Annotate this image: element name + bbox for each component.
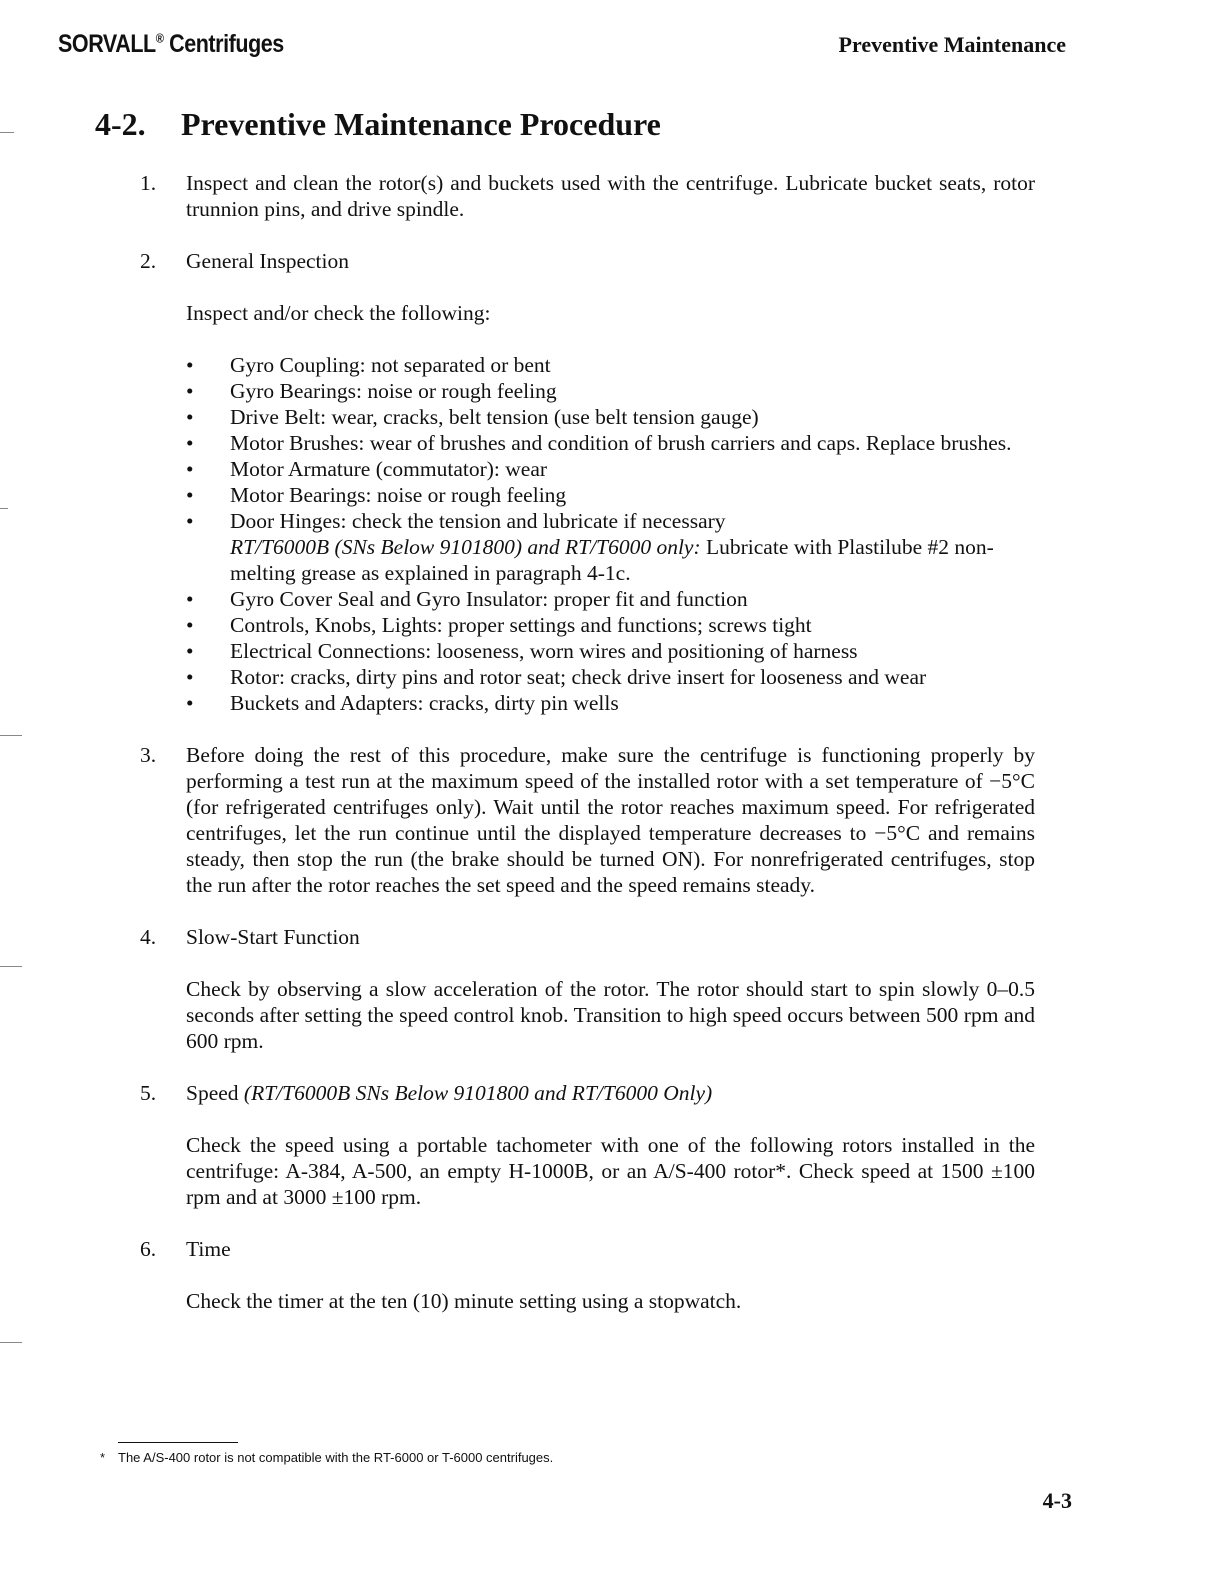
list-item: • Motor Brushes: wear of brushes and condition of brush carriers and caps. Replace brushes. (186, 430, 1035, 456)
step-text: Check by observing a slow acceleration of the rotor. The rotor should start to spin slowly 0–0.5 seconds after setting the speed control knob. Transition to high speed occurs between 500 rpm and 600 rpm. (186, 977, 1035, 1053)
step-1 (140, 170, 1035, 222)
list-item: • Rotor: cracks, dirty pins and rotor seat; check drive insert for looseness and wear (186, 664, 1035, 690)
footnote (100, 1450, 553, 1465)
step-title: General Inspection (186, 249, 349, 273)
list-item: • Motor Bearings: noise or rough feeling (186, 482, 1035, 508)
step-text: Inspect and clean the rotor(s) and buckets used with the centrifuge. Lubricate bucket seats, rotor trunnion pins, and drive spindle. (186, 171, 1035, 221)
list-item: • Gyro Bearings: noise or rough feeling (186, 378, 1035, 404)
procedure-body (140, 170, 1035, 1340)
step-title: Speed (186, 1081, 239, 1105)
margin-mark (0, 132, 14, 133)
list-item: • Gyro Cover Seal and Gyro Insulator: proper fit and function (186, 586, 1035, 612)
list-item-text: Door Hinges: check the tension and lubricate if necessary (230, 509, 726, 533)
inspection-checklist (186, 352, 1035, 716)
margin-mark (0, 1342, 22, 1343)
step-number: 2. (140, 249, 157, 273)
footnote-text: The A/S-400 rotor is not compatible with the RT-6000 or T-6000 centrifuges. (118, 1450, 554, 1465)
step-number: 1. (140, 171, 157, 195)
list-item: • Motor Armature (commutator): wear (186, 456, 1035, 482)
list-item: • Drive Belt: wear, cracks, belt tension (use belt tension gauge) (186, 404, 1035, 430)
brand-name: SORVALL (58, 30, 156, 58)
step-3 (140, 742, 1035, 898)
step-number: 6. (140, 1237, 157, 1261)
section-title: Preventive Maintenance Procedure (181, 106, 661, 142)
section-number: 4-2. (95, 106, 146, 142)
list-item: • Buckets and Adapters: cracks, dirty pin wells (186, 690, 1035, 716)
step-title: Slow-Start Function (186, 925, 360, 949)
margin-mark (0, 966, 22, 967)
footnote-divider (118, 1442, 238, 1443)
note-text: Lubricate with Plastilube #2 non-melting grease as explained in paragraph 4-1c. (230, 535, 994, 585)
step-title-note: (RT/T6000B SNs Below 9101800 and RT/T6000 Only) (238, 1081, 713, 1105)
step-number: 4. (140, 925, 157, 949)
step-number: 5. (140, 1081, 157, 1105)
step-4 (140, 924, 1035, 1054)
margin-mark (0, 508, 8, 509)
list-item: • Controls, Knobs, Lights: proper settings and functions; screws tight (186, 612, 1035, 638)
step-2 (140, 248, 1035, 716)
step-title-line (186, 1080, 1035, 1106)
running-header-section: Preventive Maintenance (838, 32, 1066, 57)
step-text: Check the speed using a portable tachometer with one of the following rotors installed in the centrifuge: A-384, A-500, an empty H-1000B, or an A/S-400 rotor*. Check speed at 1500 ±100 rpm and at 3000 ±100 rpm. (186, 1133, 1035, 1209)
registered-mark: ® (155, 30, 164, 46)
running-header-brand (58, 30, 284, 59)
step-intro: Inspect and/or check the following: (186, 301, 491, 325)
brand-suffix: Centrifuges (163, 30, 284, 58)
step-number: 3. (140, 743, 157, 767)
step-title: Time (186, 1237, 231, 1261)
list-item: • Gyro Coupling: not separated or bent (186, 352, 1035, 378)
door-hinge-note (230, 534, 1035, 586)
step-text: Check the timer at the ten (10) minute setting using a stopwatch. (186, 1289, 742, 1313)
step-text: Before doing the rest of this procedure, make sure the centrifuge is functioning properly by performing a test run at the maximum speed of the installed rotor with a set temperature of −5°C (for refrigerated centrifuges only). Wait until the rotor reaches maximum speed. For refrigerated centrifuges, let the run continue until the displayed temperature decreases to −5°C and remains steady, then stop the run (the brake should be turned ON). For nonrefrigerated centrifuges, stop the run after the rotor reaches the set speed and the speed remains steady. (186, 743, 1035, 897)
step-6 (140, 1236, 1035, 1314)
list-item-door-hinges (186, 508, 1035, 586)
step-5 (140, 1080, 1035, 1210)
margin-mark (0, 735, 22, 736)
footnote-mark: * (100, 1450, 106, 1465)
note-qualifier: RT/T6000B (SNs Below 9101800) and RT/T6000 only: (230, 535, 701, 559)
list-item: • Electrical Connections: looseness, worn wires and positioning of harness (186, 638, 1035, 664)
section-heading (95, 106, 661, 143)
page-number: 4-3 (1042, 1488, 1072, 1513)
